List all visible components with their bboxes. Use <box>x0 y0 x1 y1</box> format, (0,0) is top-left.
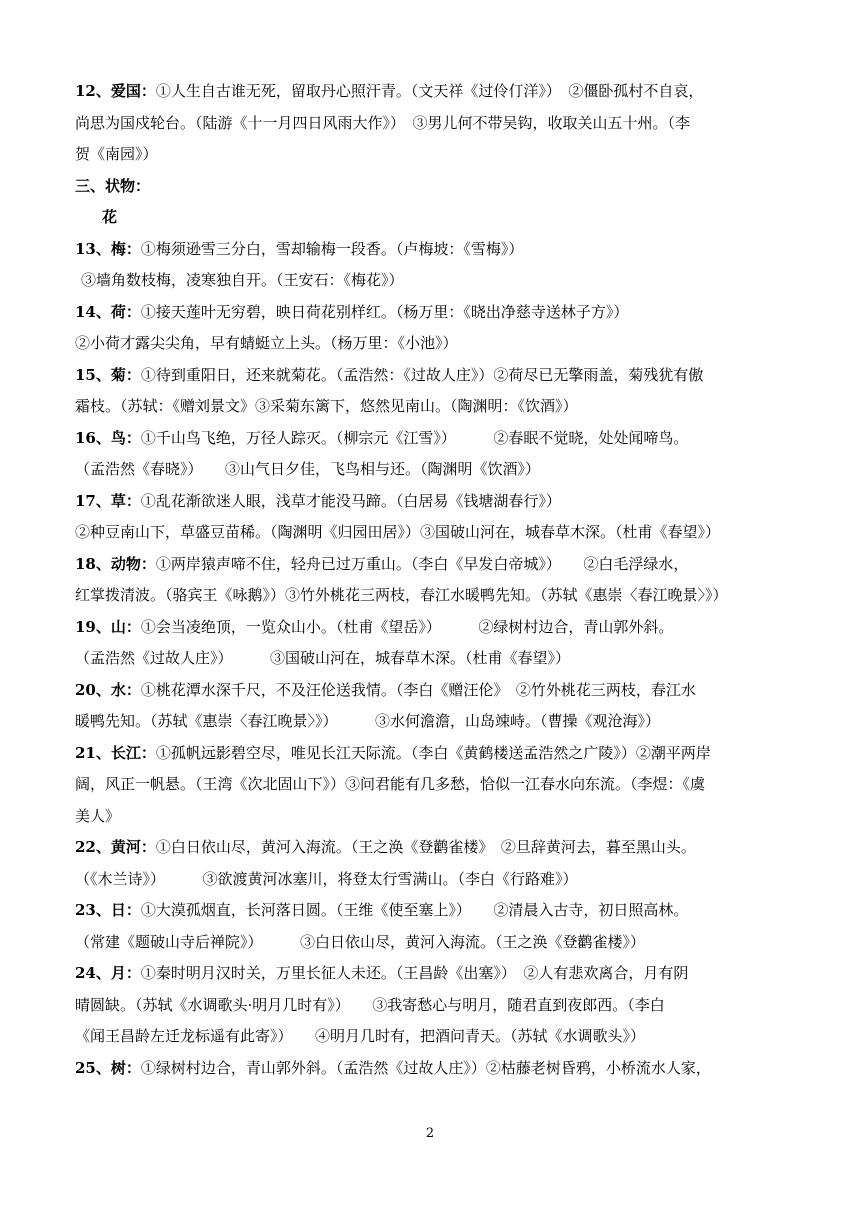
text-line <box>75 108 795 140</box>
text-line <box>75 328 795 360</box>
entry-text: ①白日依山尽，黄河入海流。（王之涣《登鹳雀楼》 ②旦辞黄河去，暮至黑山头。 <box>155 838 696 856</box>
page-number: 2 <box>425 1126 435 1141</box>
entry-text: 晴圆缺。（苏轼《水调歌头·明月几时有》） ③我寄愁心与明月，随君直到夜郎西。（李白 <box>75 995 665 1014</box>
entry-text: ①绿树村边合，青山郭外斜。（孟浩然《过故人庄》）②枯藤老树昏鸦，小桥流水人家， <box>140 1058 711 1077</box>
text-line <box>75 265 795 297</box>
entry-text: ①待到重阳日，还来就菊花。（孟浩然：《过故人庄》）②荷尽已无擎雨盖，菊残犹有傲 <box>140 365 704 384</box>
entry-label: 21、长江： <box>75 743 156 762</box>
text-line <box>75 990 795 1022</box>
entry-label: 14、荷： <box>75 302 141 321</box>
text-line <box>75 675 795 707</box>
text-line <box>75 76 795 108</box>
text-line <box>75 801 795 833</box>
text-line <box>75 580 795 612</box>
text-line <box>75 454 795 486</box>
section-heading-label: 三、状物： <box>75 176 151 195</box>
entry-text: ①孤帆远影碧空尽，唯见长江天际流。（李白《黄鹤楼送孟浩然之广陵》）②潮平两岸 <box>155 743 711 762</box>
entry-text: （常建《题破山寺后禅院》） ③白日依山尽，黄河入海流。（王之涣《登鹳雀楼》） <box>75 932 646 951</box>
text-line <box>75 895 795 927</box>
entry-text: 暖鸭先知。（苏轼《惠崇〈春江晚景〉》） ③水何澹澹，山岛竦峙。（曹操《观沧海》） <box>75 712 661 730</box>
text-line <box>75 738 795 770</box>
section-heading <box>75 171 795 203</box>
entry-label: 18、动物： <box>75 554 156 573</box>
entry-label: 16、鸟： <box>75 428 141 447</box>
entry-text: ②种豆南山下，草盛豆苗稀。（陶渊明《归园田居》）③国破山河在，城春草木深。（杜甫《春望》） <box>75 523 721 541</box>
text-line <box>75 360 795 392</box>
entry-text: 霜枝。（苏轼：《赠刘景文》③采菊东篱下，悠然见南山。（陶渊明：《饮酒》） <box>75 397 578 415</box>
entry-label: 17、草： <box>75 491 141 510</box>
text-line <box>75 612 795 644</box>
entry-text: （《木兰诗》） ③欲渡黄河冰塞川，将登太行雪满山。（李白《行路难》） <box>75 869 578 888</box>
text-line <box>75 234 795 266</box>
entry-text: ①乱花渐欲迷人眼，浅草才能没马蹄。（白居易《钱塘湖春行》） <box>140 491 561 510</box>
entry-label: 15、菊： <box>75 365 141 384</box>
entry-text: ①会当凌绝顶，一览众山小。（杜甫《望岳》） ②绿树村边合，青山郭外斜。 <box>140 617 674 636</box>
document-body <box>75 76 795 1084</box>
entry-text: ①桃花潭水深千尺，不及汪伦送我情。（李白《赠汪伦》 ②竹外桃花三两枝，春江水 <box>140 680 696 699</box>
entry-text: ①两岸猿声啼不住，轻舟已过万重山。（李白《早发白帝城》） ②白毛浮绿水， <box>155 554 689 573</box>
text-line <box>75 139 795 171</box>
entry-text: ①大漠孤烟直，长河落日圆。（王维《使至塞上》） ②清晨入古寺，初日照高林。 <box>140 901 689 919</box>
entry-text: 尚思为国戍轮台。（陆游《十一月四日风雨大作》） ③男儿何不带吴钩，收取关山五十州。（李 <box>75 113 691 132</box>
entry-text: （孟浩然《春晓》） ③山气日夕佳，飞鸟相与还。（陶渊明《饮酒》） <box>75 460 541 478</box>
entry-text: ①人生自古谁无死，留取丹心照汗青。（文天祥《过伶仃洋》） ②僵卧孤村不自哀， <box>155 82 704 100</box>
text-line <box>75 706 795 738</box>
entry-text: ①梅须逊雪三分白，雪却输梅一段香。（卢梅坡：《雪梅》） <box>140 239 524 258</box>
entry-text: ②小荷才露尖尖角，早有蜻蜓立上头。（杨万里：《小池》） <box>75 334 458 352</box>
text-line <box>75 391 795 423</box>
entry-text: 贺《南园》） <box>75 145 158 163</box>
text-line <box>75 643 795 675</box>
entry-text: （孟浩然《过故人庄》） ③国破山河在，城春草木深。（杜甫《春望》） <box>75 649 571 667</box>
text-line <box>75 769 795 801</box>
entry-text: ③墙角数枝梅，凌寒独自开。（王安石：《梅花》） <box>81 271 404 289</box>
entry-label: 23、日： <box>75 901 141 919</box>
entry-label: 24、月： <box>75 964 141 982</box>
entry-text: 美人》 <box>75 806 121 825</box>
text-line <box>75 958 795 990</box>
text-line <box>75 1053 795 1085</box>
text-line <box>75 927 795 959</box>
entry-label: 25、树： <box>75 1058 141 1077</box>
entry-text: ①千山鸟飞绝，万径人踪灭。（柳宗元《江雪》） ②春眠不觉晓，处处闻啼鸟。 <box>140 428 689 447</box>
text-line <box>75 864 795 896</box>
entry-text: ①秦时明月汉时关，万里长征人未还。（王昌龄《出塞》） ②人有悲欢离合，月有阴 <box>140 964 689 982</box>
entry-text: 阔，风正一帆悬。（王湾《次北固山下》）③问君能有几多愁，恰似一江春水向东流。（李煜：《虞 <box>75 775 706 793</box>
text-line <box>75 297 795 329</box>
entry-label: 13、梅： <box>75 239 141 258</box>
text-line <box>75 549 795 581</box>
subsection-heading <box>75 202 795 234</box>
entry-label: 20、水： <box>75 680 141 699</box>
entry-label: 12、爱国： <box>75 82 156 100</box>
entry-text: 红掌拨清波。（骆宾王《咏鹅》）③竹外桃花三两枝，春江水暖鸭先知。（苏轼《惠崇〈春江晚景〉》） <box>75 586 728 604</box>
text-line <box>75 423 795 455</box>
entry-label: 22、黄河： <box>75 838 156 856</box>
entry-text: 《闻王昌龄左迁龙标遥有此寄》） ④明月几时有，把酒问青天。（苏轼《水调歌头》） <box>75 1027 646 1045</box>
text-line <box>75 486 795 518</box>
entry-text: ①接天莲叶无穷碧，映日荷花别样红。（杨万里：《晓出净慈寺送林子方》） <box>140 302 629 321</box>
entry-label: 19、山： <box>75 617 141 636</box>
text-line <box>75 1021 795 1053</box>
text-line <box>75 832 795 864</box>
subsection-heading-label: 花 <box>102 208 118 226</box>
text-line <box>75 517 795 549</box>
